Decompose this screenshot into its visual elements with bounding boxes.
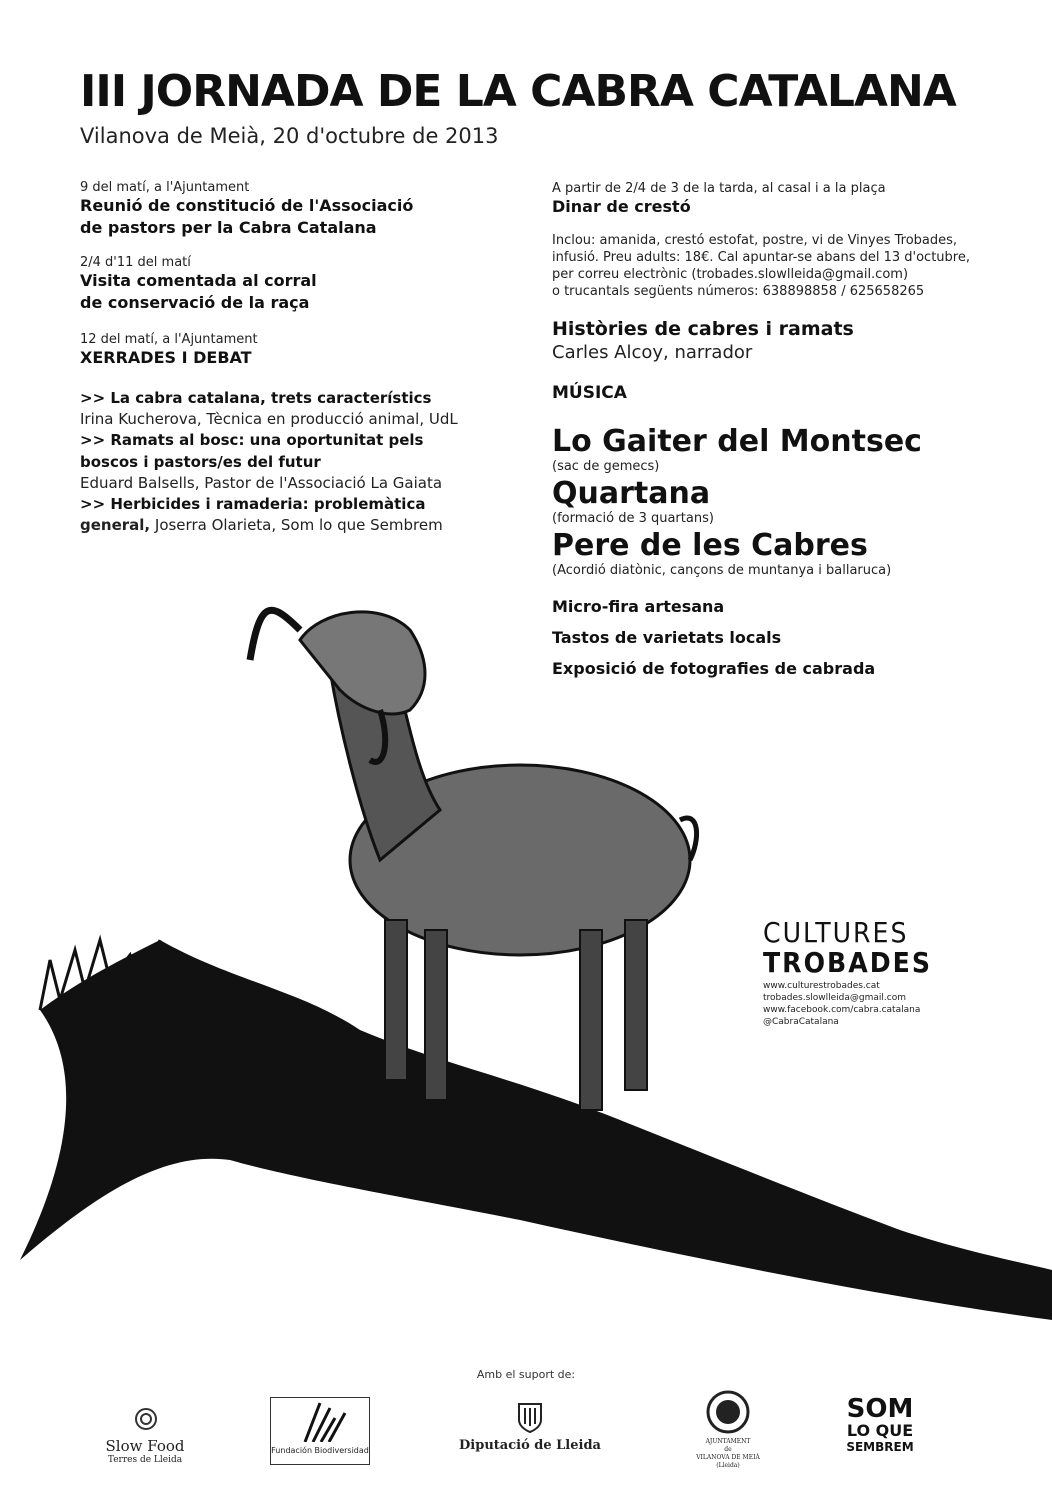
stories-title: Històries de cabres i ramats [552,318,854,340]
lunch-detail-line: Inclou: amanida, crestó estofat, postre, vi de Vinyes Trobades, [552,233,958,248]
lunch-time: A partir de 2/4 de 3 de la tarda, al casal i a la plaça [552,181,886,196]
cultures-trobades-logo [763,918,932,978]
event-heading: de conservació de la raça [80,293,310,312]
lunch-title: Dinar de crestó [552,197,691,216]
lunch-detail-line: o trucantals següents números: 638898858 / 625658265 [552,284,925,299]
goat-leg [625,920,647,1090]
logo-text: SOM [846,1394,914,1424]
fundacion-logo [270,1397,370,1465]
logo-text: SEMBREM [846,1440,914,1454]
contact-info [763,980,920,1028]
music-act-desc: (sac de gemecs) [552,459,660,474]
stories-narrator: Carles Alcoy, narrador [552,342,753,363]
logo-text: Fundación Biodiversidad [271,1446,369,1455]
website-link[interactable]: www.culturestrobades.cat [763,981,880,991]
email-link[interactable]: trobades.slowlleida@gmail.com [763,993,906,1003]
talk-title: >> Herbicides i ramaderia: problemàtica [80,495,426,513]
lunch-detail-line: infusió. Preu adults: 18€. Cal apuntar-se abans del 13 d'octubre, [552,250,970,265]
extra-activity: Exposició de fotografies de cabrada [552,659,876,678]
logo-text: LO QUE [846,1421,914,1440]
logo-text: Slow Food [105,1437,185,1455]
event-time: 2/4 d'11 del matí [80,255,191,270]
event-subtitle: Vilanova de Meià, 20 d'octubre de 2013 [80,124,499,148]
music-act-name: Pere de les Cabres [552,528,868,563]
lunch-details [552,232,1032,300]
music-act-name: Quartana [552,476,711,511]
brand-line: CATALANA [158,1235,465,1298]
snail-icon [130,1405,160,1433]
talk-speaker: Irina Kucherova, Tècnica en producció animal, UdL [80,410,458,428]
goat-head [300,612,425,714]
support-label: Amb el suport de: [476,1368,576,1381]
talk-speaker: Eduard Balsells, Pastor de l'Associació La Gaiata [80,474,443,492]
logo-text: (Lleida) [716,1462,740,1469]
seal-icon [706,1390,750,1434]
diputacio-logo [455,1400,605,1453]
event-title: III JORNADA DE LA CABRA CATALANA [80,66,956,117]
logo-text: VILANOVA DE MEIÀ [696,1454,760,1461]
talk-title: boscos i pastors/es del futur [80,453,321,471]
slow-food-logo [90,1405,200,1465]
logo-text: de [724,1446,732,1453]
event-time: 12 del matí, a l'Ajuntament [80,332,258,347]
event-heading: XERRADES I DEBAT [80,348,252,367]
logo-text: AJUNTAMENT [705,1438,751,1445]
goat-horn [250,610,300,660]
music-act-desc: (formació de 3 quartans) [552,511,714,526]
extra-activity: Tastos de varietats locals [552,628,782,647]
facebook-link[interactable]: www.facebook.com/cabra.catalana [763,1005,921,1015]
event-heading: Reunió de constitució de l'Associació [80,196,414,215]
music-heading: MÚSICA [552,383,627,403]
logo-line: TROBADES [763,946,932,979]
cabra-catalana-brand [158,1177,465,1298]
logo-line: CULTURES [763,916,909,949]
music-act-name: Lo Gaiter del Montsec [552,424,922,459]
talk-title: general, [80,516,151,534]
brand-line: CABRA [158,1177,339,1240]
talk-title: >> La cabra catalana, trets característics [80,389,432,407]
logo-text: Diputació de Lleida [459,1438,601,1453]
goat-leg [385,920,407,1080]
extra-activity: Micro-fira artesana [552,597,725,616]
coat-of-arms-icon [517,1400,543,1434]
twitter-handle[interactable]: @CabraCatalana [763,1017,839,1027]
som-lo-que-sembrem-logo [838,1396,922,1454]
left-program [80,180,520,535]
talk-speaker: Joserra Olarieta, Som lo que Sembrem [150,516,443,534]
event-heading: de pastors per la Cabra Catalana [80,218,377,237]
ajuntament-logo [680,1390,776,1470]
talk-title: >> Ramats al bosc: una oportunitat pels [80,431,424,449]
goat-leg [425,930,447,1100]
music-act-desc: (Acordió diatònic, cançons de muntanya i ballaruca) [552,563,892,578]
event-time: 9 del matí, a l'Ajuntament [80,180,250,195]
logo-text: Terres de Lleida [107,1455,183,1465]
lunch-detail-line: per correu electrònic (trobades.slowlleida@gmail.com) [552,267,909,282]
goat-leg [580,930,602,1110]
reeds-icon [275,1398,365,1442]
event-heading: Visita comentada al corral [80,271,317,290]
